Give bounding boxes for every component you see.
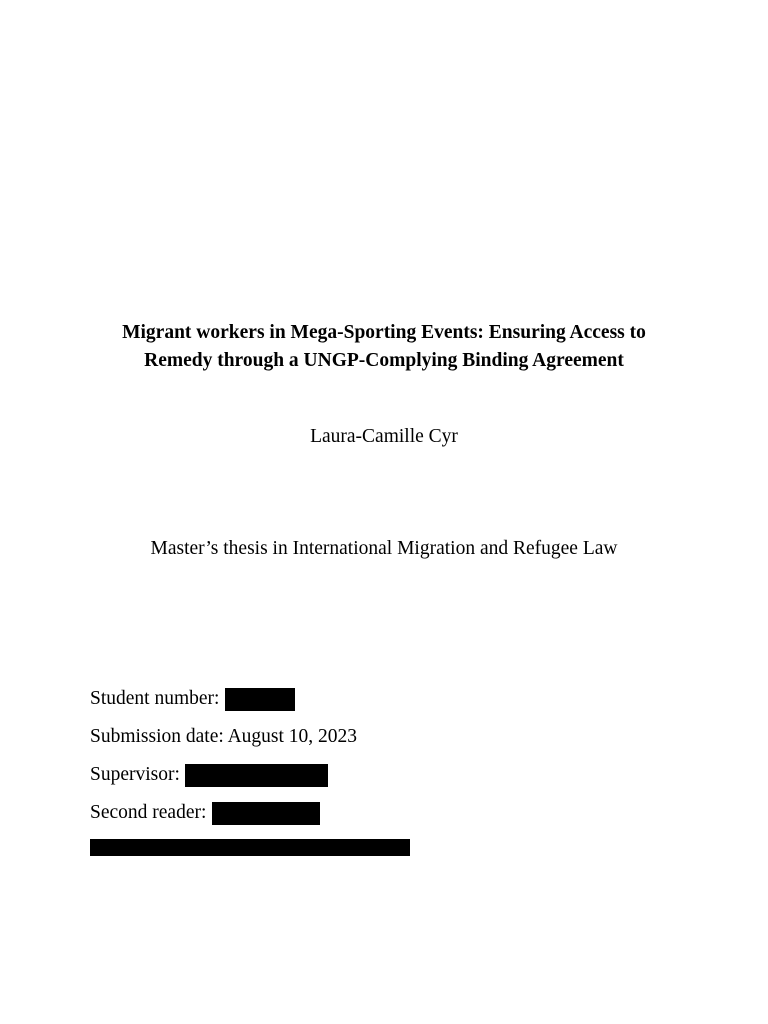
student-number-redaction <box>225 688 295 711</box>
student-number-field <box>90 686 295 712</box>
redacted-line <box>90 839 410 856</box>
submission-date-field <box>90 724 357 750</box>
thesis-title-line-1: Migrant workers in Mega-Sporting Events: Ensuring Access to <box>122 322 646 343</box>
student-number-label: Student number: <box>90 688 220 709</box>
supervisor-redaction <box>185 764 328 787</box>
thesis-title-line-2: Remedy through a UNGP-Complying Binding Agreement <box>144 350 624 371</box>
second-reader-redaction <box>212 802 320 825</box>
author-name: Laura-Camille Cyr <box>310 426 458 447</box>
second-reader-field <box>90 800 320 826</box>
thesis-title <box>60 319 708 375</box>
second-reader-label: Second reader: <box>90 802 207 823</box>
submission-date-label: Submission date: August 10, 2023 <box>90 726 358 747</box>
degree-statement: Master’s thesis in International Migration and Refugee Law <box>150 538 618 559</box>
supervisor-label: Supervisor: <box>90 764 180 785</box>
supervisor-field <box>90 762 328 788</box>
